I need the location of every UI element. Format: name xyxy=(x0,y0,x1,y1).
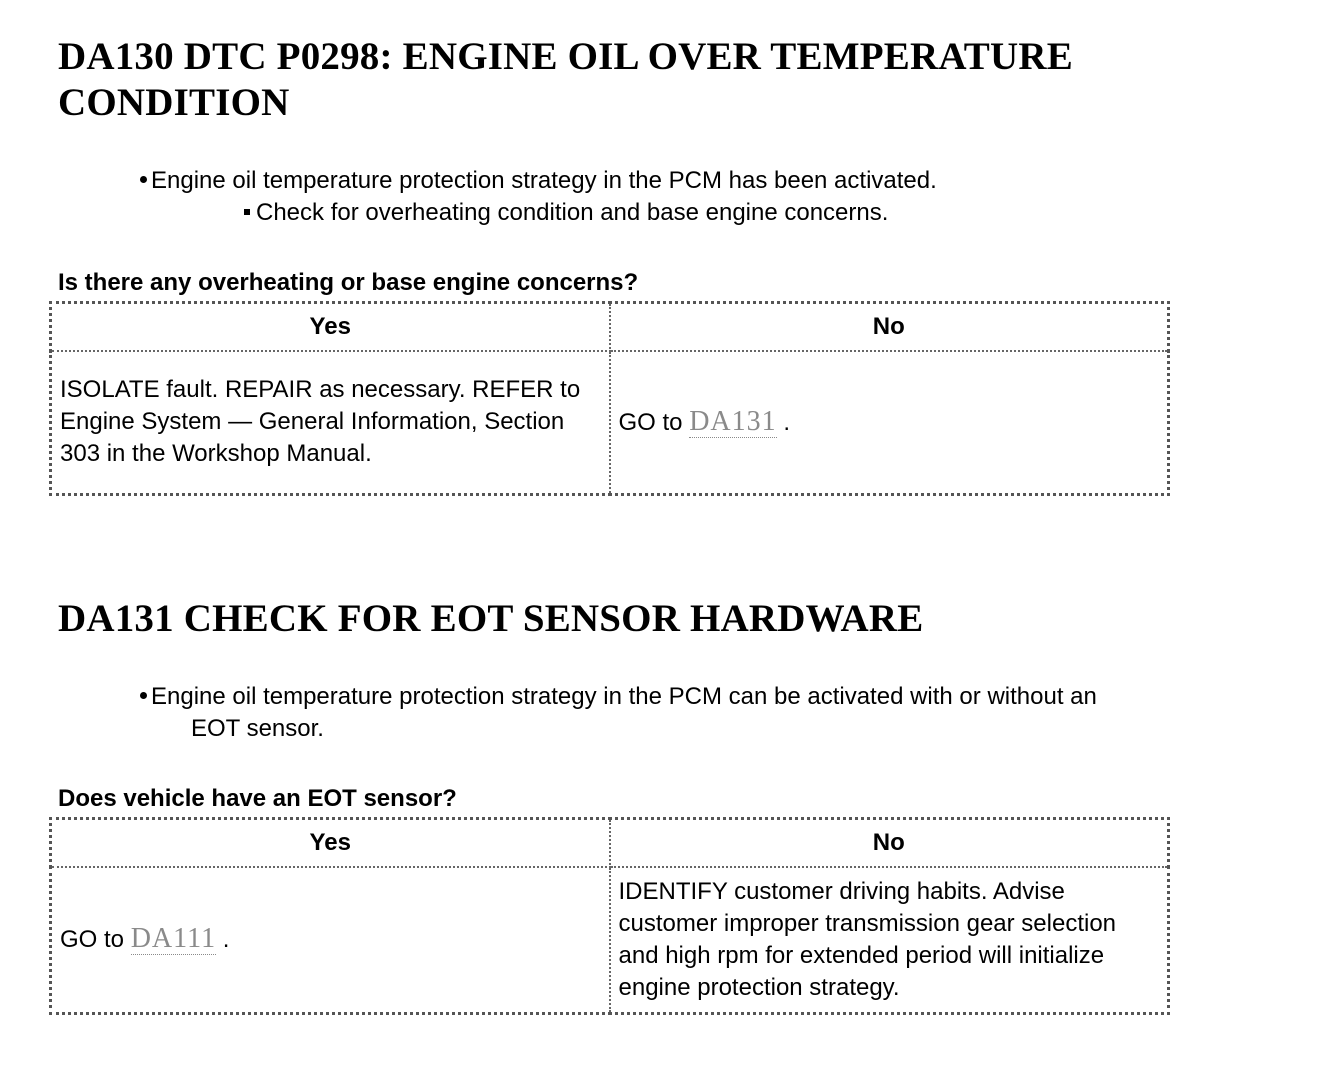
bullet-item: Engine oil temperature protection strategy in the PCM can be activated with or without an xyxy=(140,681,1097,713)
bullet-dot-icon xyxy=(140,176,147,183)
no-cell: IDENTIFY customer driving habits. Advise customer improper transmission gear selection and high rpm for extended period will initialize engine protection strategy. xyxy=(610,867,1169,1014)
yes-header: Yes xyxy=(51,819,610,867)
question-da130: Is there any overheating or base engine concerns? xyxy=(58,269,639,296)
question-da131: Does vehicle have an EOT sensor? xyxy=(58,785,457,812)
no-header: No xyxy=(610,819,1169,867)
bullet-dot-icon xyxy=(140,692,147,699)
section-title-da130: DA130 DTC P0298: ENGINE OIL OVER TEMPERATURE CONDITION xyxy=(58,35,1073,124)
bullet-square-icon xyxy=(244,209,250,215)
no-header: No xyxy=(610,303,1169,351)
yes-cell: ISOLATE fault. REPAIR as necessary. REFER to Engine System — General Information, Section 303 in the Workshop Manual. xyxy=(51,351,610,495)
no-cell: GO to DA131 . xyxy=(610,351,1169,495)
bullet-item: Engine oil temperature protection strategy in the PCM has been activated. xyxy=(140,165,937,197)
bullet-item-continuation: EOT sensor. xyxy=(191,715,324,742)
yes-header: Yes xyxy=(51,303,610,351)
link-da131[interactable]: DA131 xyxy=(689,405,777,437)
section-title-da131: DA131 CHECK FOR EOT SENSOR HARDWARE xyxy=(58,597,924,640)
yes-cell: GO to DA111 . xyxy=(51,867,610,1014)
sub-bullet-item: Check for overheating condition and base engine concerns. xyxy=(244,197,888,229)
decision-table-da131 xyxy=(49,817,1170,1015)
link-da111[interactable]: DA111 xyxy=(130,923,217,954)
decision-table-da130 xyxy=(49,301,1170,496)
